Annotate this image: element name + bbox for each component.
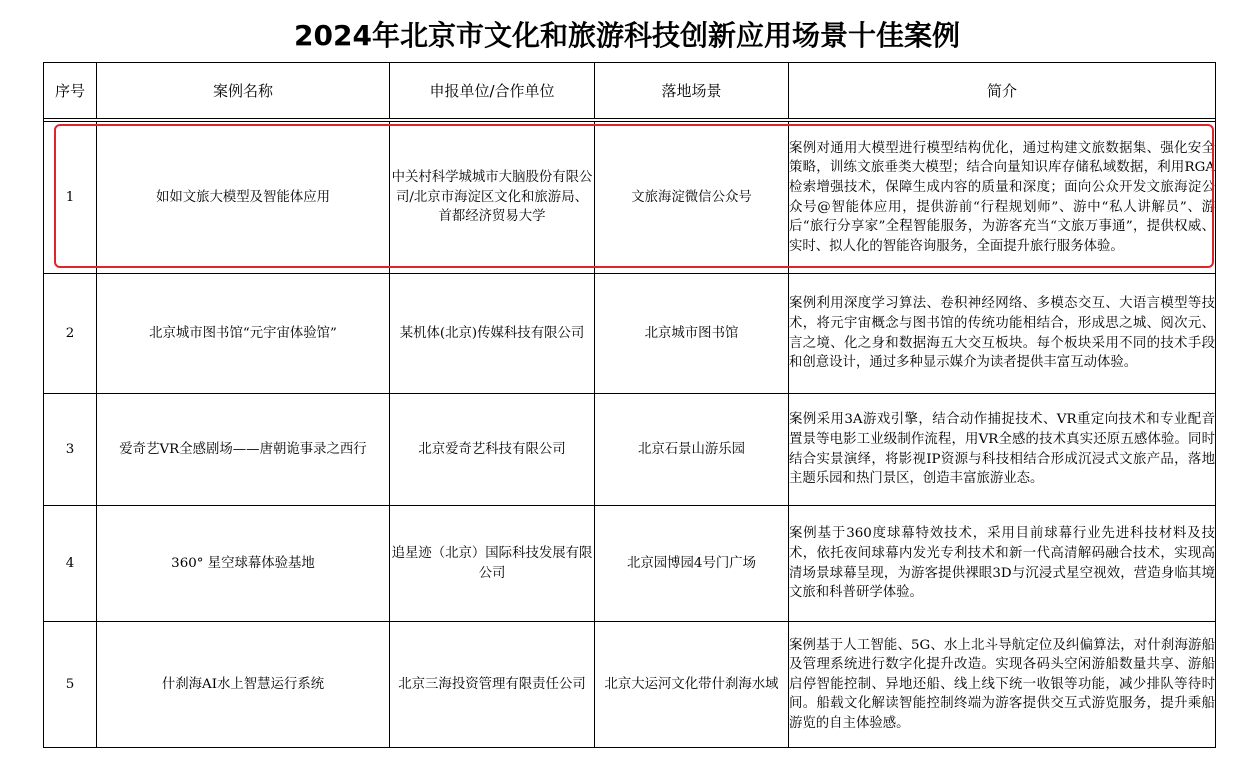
page-title: 2024年北京市文化和旅游科技创新应用场景十佳案例 <box>294 19 960 52</box>
row-num: 1 <box>44 122 97 274</box>
row-name: 爱奇艺VR全感剧场——唐朝诡事录之西行 <box>97 394 390 506</box>
row-unit: 北京爱奇艺科技有限公司 <box>390 394 595 506</box>
row-name: 北京城市图书馆“元宇宙体验馆” <box>97 274 390 394</box>
header-name: 案例名称 <box>97 63 390 119</box>
header-desc: 简介 <box>789 63 1216 119</box>
header-unit: 申报单位/合作单位 <box>390 63 595 119</box>
row-desc: 案例基于360度球幕特效技术，采用目前球幕行业先进科技材料及技术，依托夜间球幕内发光专利技术和新一代高清解码融合技术，实现高清场景球幕呈现，为游客提供裸眼3D与沉浸式星空视效，营造身临其境文旅和科普研学体验。 <box>789 506 1216 622</box>
row-scene: 北京石景山游乐园 <box>595 394 789 506</box>
row-unit: 追星迹（北京）国际科技发展有限公司 <box>390 506 595 622</box>
row-scene: 北京城市图书馆 <box>595 274 789 394</box>
row-num: 3 <box>44 394 97 506</box>
cases-table <box>43 62 1216 748</box>
table-row <box>44 122 1216 274</box>
row-name: 什刹海AI水上智慧运行系统 <box>97 622 390 748</box>
row-scene: 北京园博园4号门广场 <box>595 506 789 622</box>
table-row <box>44 506 1216 622</box>
header-num: 序号 <box>44 63 97 119</box>
row-scene: 北京大运河文化带什刹海水域 <box>595 622 789 748</box>
row-desc: 案例对通用大模型进行模型结构优化，通过构建文旅数据集、强化安全策略，训练文旅垂类大模型；结合向量知识库存储私域数据，利用RGA检索增强技术，保障生成内容的质量和深度；面向公众开发文旅海淀公众号@智能体应用，提供游前“行程规划师”、游中“私人讲解员”、游后“旅行分享家”全程智能服务，为游客充当“文旅万事通”，提供权威、实时、拟人化的智能咨询服务，全面提升旅行服务体验。 <box>789 122 1216 274</box>
table-header-row <box>44 63 1216 119</box>
row-unit: 中关村科学城城市大脑股份有限公司/北京市海淀区文化和旅游局、首都经济贸易大学 <box>390 122 595 274</box>
row-desc: 案例基于人工智能、5G、水上北斗导航定位及纠偏算法，对什刹海游船及管理系统进行数字化提升改造。实现各码头空闲游船数量共享、游船启停智能控制、异地还船、线上线下统一收银等功能，减少排队等待时间。船载文化解读智能控制终端为游客提供交互式游览服务，提升乘船游览的自主体验感。 <box>789 622 1216 748</box>
table-row <box>44 274 1216 394</box>
row-desc: 案例采用3A游戏引擎，结合动作捕捉技术、VR重定向技术和专业配音置景等电影工业级制作流程，用VR全感的技术真实还原五感体验。同时结合实景演绎，将影视IP资源与科技相结合形成沉浸式文旅产品，落地主题乐园和热门景区，创造丰富旅游业态。 <box>789 394 1216 506</box>
row-num: 5 <box>44 622 97 748</box>
row-unit: 某机体(北京)传媒科技有限公司 <box>390 274 595 394</box>
row-name: 360° 星空球幕体验基地 <box>97 506 390 622</box>
row-name: 如如文旅大模型及智能体应用 <box>97 122 390 274</box>
row-num: 4 <box>44 506 97 622</box>
header-scene: 落地场景 <box>595 63 789 119</box>
row-scene: 文旅海淀微信公众号 <box>595 122 789 274</box>
row-desc: 案例利用深度学习算法、卷积神经网络、多模态交互、大语言模型等技术，将元宇宙概念与图书馆的传统功能相结合，形成思之城、阅次元、言之境、化之身和数据海五大交互板块。每个板块采用不同的技术手段和创意设计，通过多种显示媒介为读者提供丰富互动体验。 <box>789 274 1216 394</box>
table-row <box>44 622 1216 748</box>
row-num: 2 <box>44 274 97 394</box>
row-unit: 北京三海投资管理有限责任公司 <box>390 622 595 748</box>
table-row <box>44 394 1216 506</box>
